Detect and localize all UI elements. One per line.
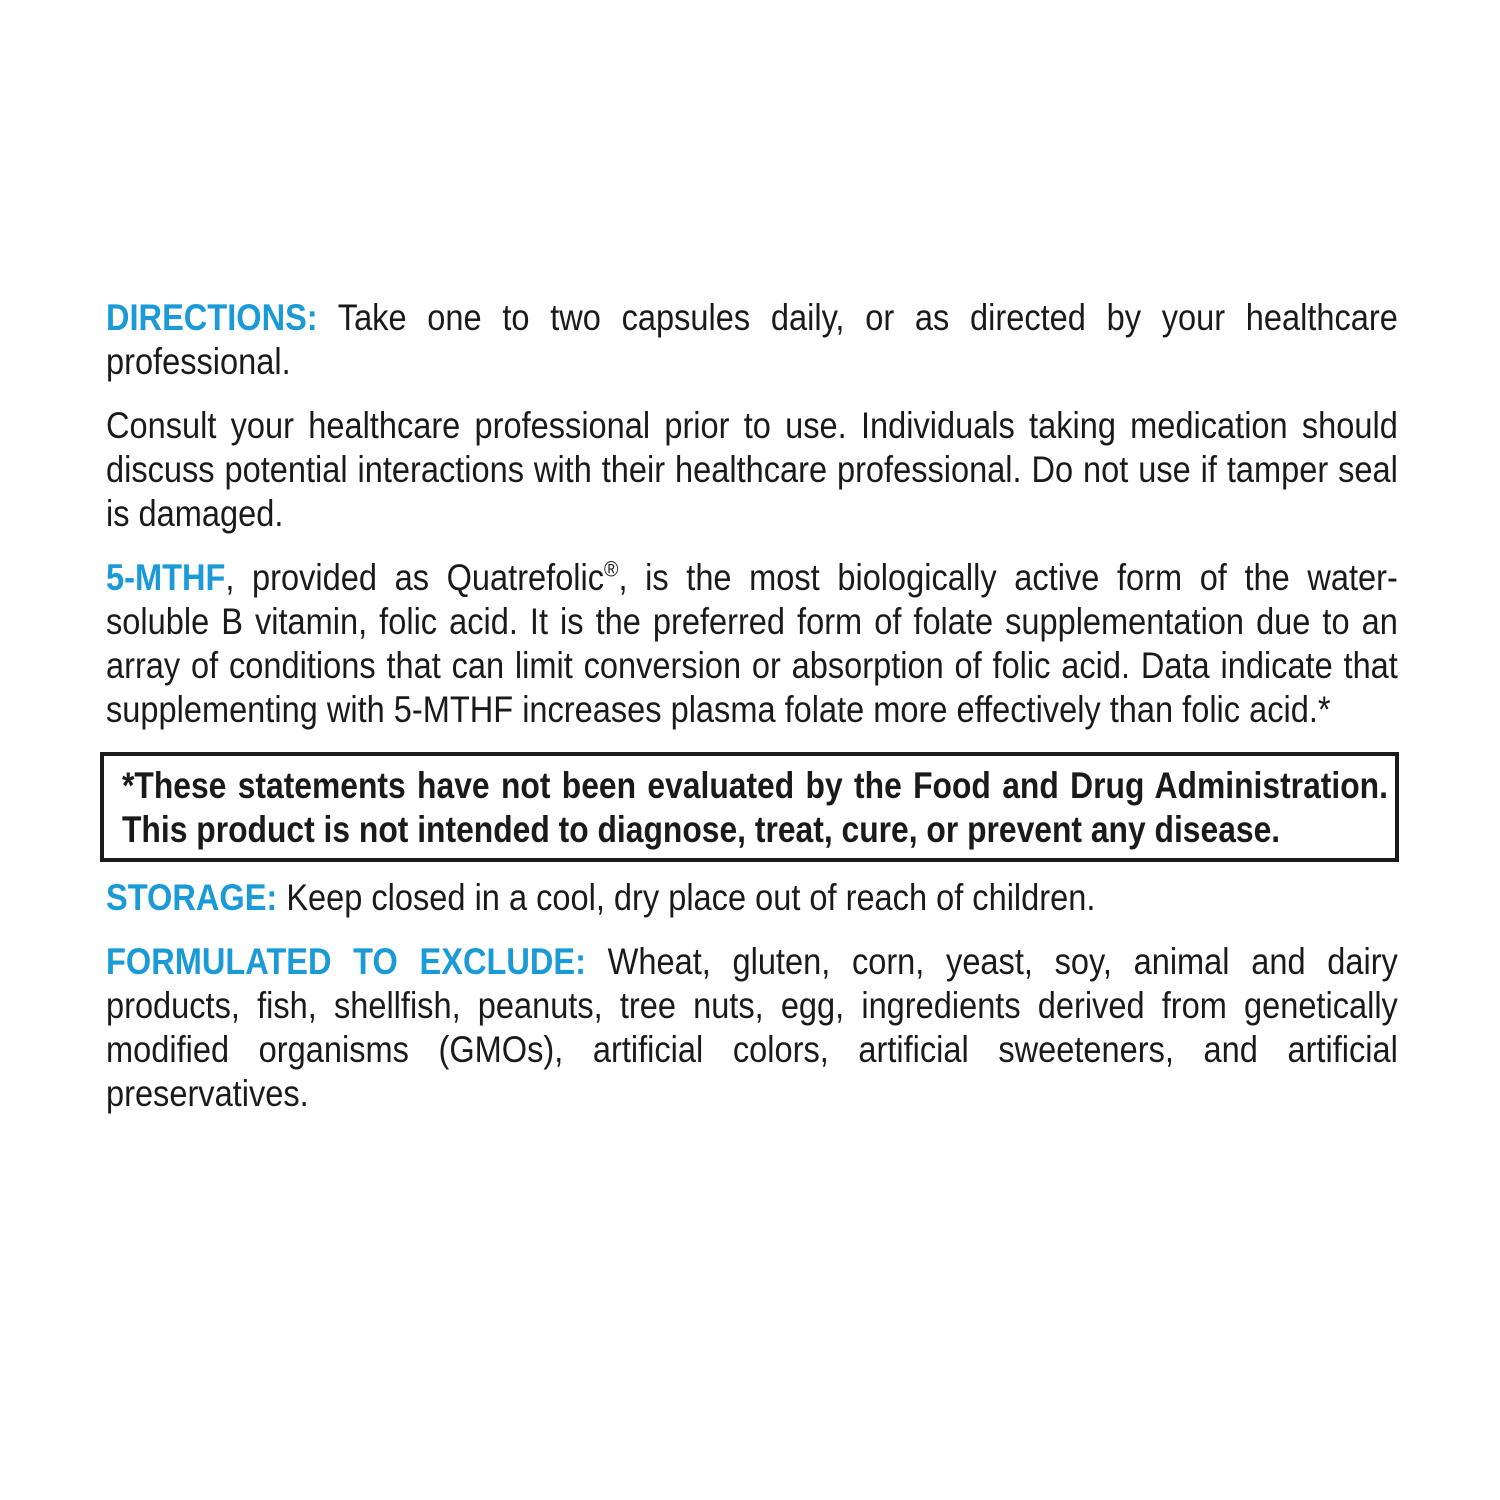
fda-disclaimer-box [100,752,1399,862]
mthf-paragraph [106,556,1398,732]
exclusions-heading: FORMULATED TO EXCLUDE: [106,941,586,982]
supplement-label-panel [106,296,1398,1136]
directions-heading: DIRECTIONS: [106,297,318,338]
directions-paragraph [106,296,1398,384]
registered-trademark-mark: ® [604,556,619,582]
storage-heading: STORAGE: [106,877,278,918]
mthf-text-start: , provided as Quatrefolic [225,557,605,598]
exclusions-text: Wheat, gluten, corn, yeast, soy, animal and dairy products, fish, shellfish, peanuts, tree nuts, egg, ingredients derived from genetically modified organisms (GMOs), artificial colors, artificial sweeteners, and artificial preservatives. [106,941,1398,1114]
caution-paragraph [106,404,1398,536]
mthf-text-rest: , is the most biologically active form of the water-soluble B vitamin, folic acid. It is the preferred form of folate supplementation due to an array of conditions that can limit conversion or absorption of folic acid. Data indicate that supplementing with 5-MTHF increases plasma folate more effectively than folic acid.* [106,557,1398,730]
mthf-heading: 5-MTHF [106,557,226,598]
fda-disclaimer-text: *These statements have not been evaluated by the Food and Drug Administration. This product is not intended to diagnose, treat, cure, or prevent any disease. [122,765,1388,850]
storage-paragraph [106,876,1398,920]
storage-text: Keep closed in a cool, dry place out of reach of children. [277,877,1096,918]
exclusions-paragraph [106,940,1398,1116]
directions-text: Take one to two capsules daily, or as directed by your healthcare professional. [106,297,1398,382]
caution-text: Consult your healthcare professional prior to use. Individuals taking medication should discuss potential interactions with their healthcare professional. Do not use if tamper seal is damaged. [106,405,1398,534]
